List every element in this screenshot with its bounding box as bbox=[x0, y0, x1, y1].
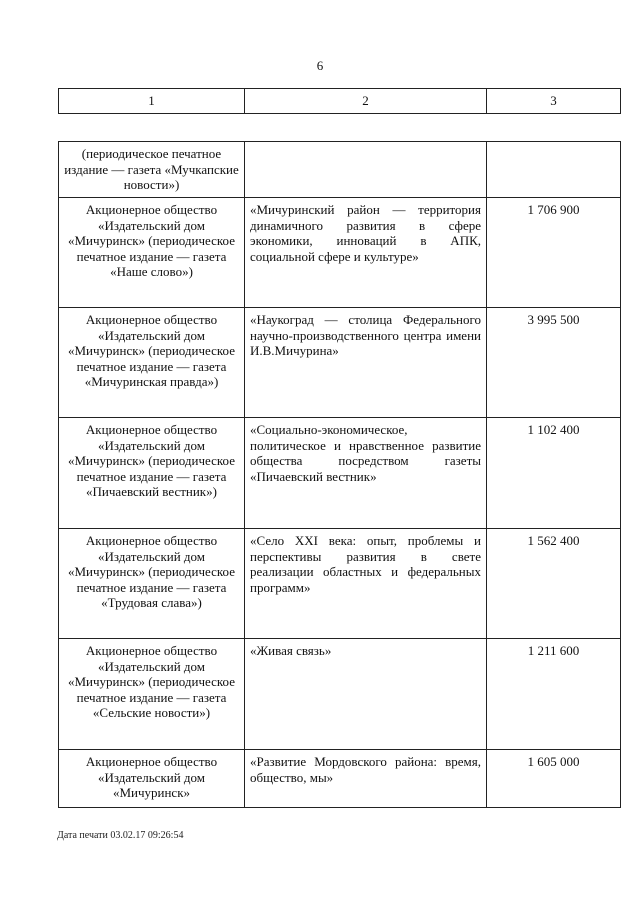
column-number-header bbox=[58, 88, 621, 114]
project-cell: «Село XXI века: опыт, проблемы и перспективы развития в свете реализации областных и федеральных программ» bbox=[245, 529, 487, 639]
amount-cell bbox=[487, 142, 621, 198]
amount-cell: 1 102 400 bbox=[487, 418, 621, 529]
org-cell: Акционерное общество «Издательский дом «Мичуринск» (периодическое печатное издание — газета «Трудовая слава») bbox=[59, 529, 245, 639]
org-cell: Акционерное общество «Издательский дом «Мичуринск» (периодическое печатное издание — газета «Мичуринская правда») bbox=[59, 308, 245, 418]
org-cell: Акционерное общество «Издательский дом «Мичуринск» (периодическое печатное издание — газета «Наше слово») bbox=[59, 198, 245, 308]
project-cell: «Социально-экономическое, политическое и нравственное развитие общества посредством газеты «Пичаевский вестник» bbox=[245, 418, 487, 529]
table-row bbox=[59, 529, 621, 639]
grants-table bbox=[58, 141, 621, 808]
amount-cell: 1 706 900 bbox=[487, 198, 621, 308]
project-cell: «Развитие Мордовского района: время, общество, мы» bbox=[245, 750, 487, 808]
table-row bbox=[59, 418, 621, 529]
table-row bbox=[59, 308, 621, 418]
project-cell: «Живая связь» bbox=[245, 639, 487, 750]
table-row bbox=[59, 750, 621, 808]
project-cell bbox=[245, 142, 487, 198]
page-number: 6 bbox=[316, 58, 324, 73]
header-col-3: 3 bbox=[487, 89, 621, 114]
org-cell: Акционерное общество «Издательский дом «Мичуринск» (периодическое печатное издание — газета «Сельские новости») bbox=[59, 639, 245, 750]
header-col-1: 1 bbox=[59, 89, 245, 114]
print-date-footer: Дата печати 03.02.17 09:26:54 bbox=[57, 830, 184, 841]
amount-cell: 1 211 600 bbox=[487, 639, 621, 750]
amount-cell: 1 605 000 bbox=[487, 750, 621, 808]
header-row bbox=[59, 89, 621, 114]
org-cell: (периодическое печатное издание — газета «Мучкапские новости») bbox=[59, 142, 245, 198]
project-cell: «Наукоград — столица Федерального научно-производственного центра имени И.В.Мичурина» bbox=[245, 308, 487, 418]
table-row bbox=[59, 198, 621, 308]
amount-cell: 1 562 400 bbox=[487, 529, 621, 639]
table-row bbox=[59, 142, 621, 198]
header-col-2: 2 bbox=[245, 89, 487, 114]
amount-cell: 3 995 500 bbox=[487, 308, 621, 418]
table-row bbox=[59, 639, 621, 750]
org-cell: Акционерное общество «Издательский дом «Мичуринск» (периодическое печатное издание — газета «Пичаевский вестник») bbox=[59, 418, 245, 529]
project-cell: «Мичуринский район — территория динамичного развития в сфере экономики, инноваций в АПК, социальной сфере и культуре» bbox=[245, 198, 487, 308]
org-cell: Акционерное общество «Издательский дом «Мичуринск» bbox=[59, 750, 245, 808]
